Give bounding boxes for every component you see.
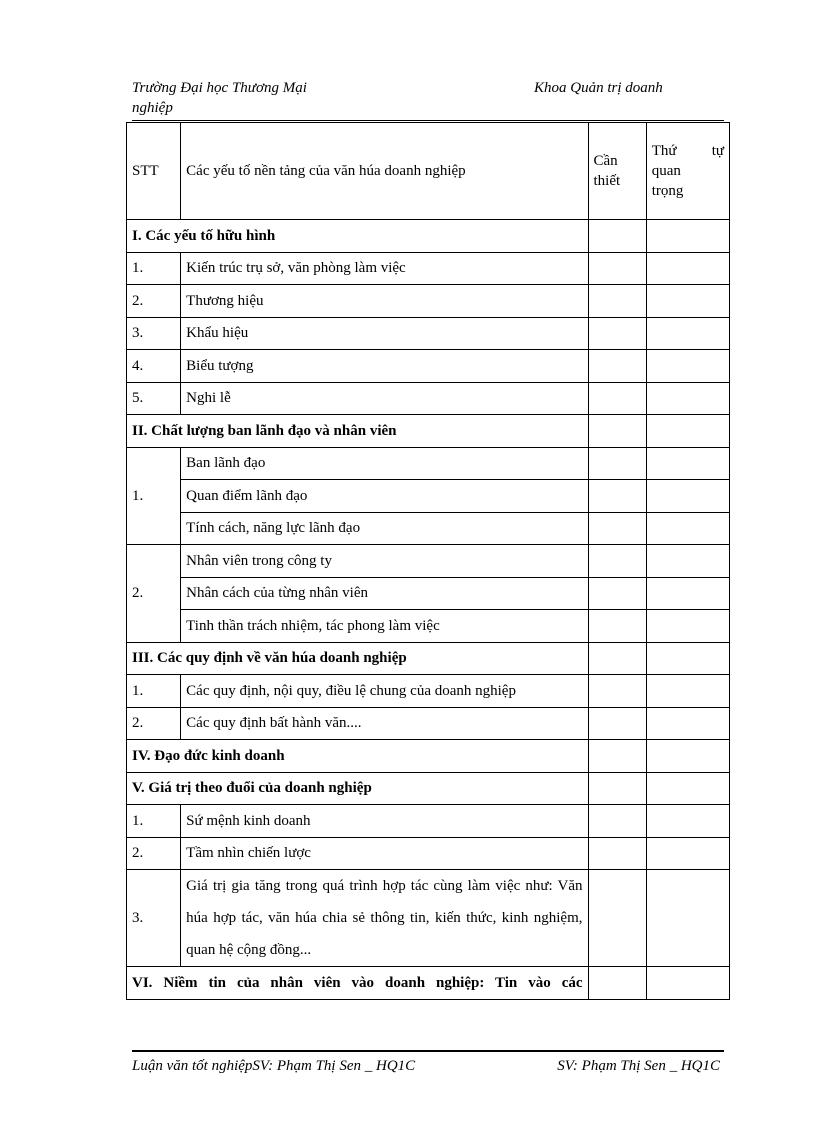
required-cell (588, 382, 646, 415)
row-number: 2. (127, 707, 181, 740)
order-cell (646, 285, 729, 318)
required-cell (588, 285, 646, 318)
row-text: Quan điểm lãnh đạo (181, 480, 588, 513)
required-cell (588, 252, 646, 285)
row-number: 1. (127, 447, 181, 545)
culture-factors-table (126, 122, 730, 1000)
required-cell (588, 350, 646, 383)
row-text: Nghi lễ (181, 382, 588, 415)
row-text: Tính cách, năng lực lãnh đạo (181, 512, 588, 545)
required-cell (588, 577, 646, 610)
order-cell (646, 220, 729, 253)
order-cell (646, 382, 729, 415)
header-faculty-wrap: nghiệp (132, 100, 173, 116)
section-row (127, 415, 730, 448)
required-cell (588, 415, 646, 448)
required-cell (588, 772, 646, 805)
row-number: 2. (127, 285, 181, 318)
row-text: Kiến trúc trụ sở, văn phòng làm việc (181, 252, 588, 285)
row-text: Các quy định, nội quy, điều lệ chung của doanh nghiệp (181, 675, 588, 708)
order-cell (646, 480, 729, 513)
section-title: IV. Đạo đức kinh doanh (127, 740, 589, 773)
row-number: 2. (127, 837, 181, 870)
header-factors: Các yếu tố nền tảng của văn húa doanh nghiệp (181, 123, 588, 220)
required-cell (588, 837, 646, 870)
row-text: Giá trị gia tăng trong quá trình hợp tác cùng làm việc như: Văn húa hợp tác, văn húa chia sẻ thông tin, kiến thức, kinh nghiệm, quan hệ cộng đồng... (181, 870, 588, 967)
row-text: Nhân cách của từng nhân viên (181, 577, 588, 610)
order-cell (646, 610, 729, 643)
section-row (127, 642, 730, 675)
required-cell (588, 317, 646, 350)
header-importance-order (646, 123, 729, 220)
order-cell (646, 512, 729, 545)
header-required-line2: thiết (593, 173, 621, 189)
required-cell (588, 675, 646, 708)
row-number: 1. (127, 675, 181, 708)
required-cell (588, 967, 646, 1000)
header-school-name: Trường Đại học Thương Mại (132, 80, 307, 96)
footer-right: SV: Phạm Thị Sen _ HQ1C (557, 1058, 720, 1074)
table-row (127, 252, 730, 285)
row-number: 1. (127, 252, 181, 285)
order-cell (646, 837, 729, 870)
order-cell (646, 317, 729, 350)
section-row (127, 967, 730, 1000)
order-cell (646, 252, 729, 285)
required-cell (588, 642, 646, 675)
table-row (127, 837, 730, 870)
required-cell (588, 870, 646, 967)
table-row (127, 805, 730, 838)
section-row (127, 220, 730, 253)
required-cell (588, 480, 646, 513)
table-row (127, 610, 730, 643)
row-text: Các quy định bất hành văn.... (181, 707, 588, 740)
table-row (127, 870, 730, 967)
row-text: Tinh thần trách nhiệm, tác phong làm việc (181, 610, 588, 643)
required-cell (588, 805, 646, 838)
header-order-line3: trọng (651, 183, 684, 199)
header-divider (132, 120, 724, 121)
header-required (588, 123, 646, 220)
section-title: V. Giá trị theo đuổi của doanh nghiệp (127, 772, 589, 805)
required-cell (588, 512, 646, 545)
row-text: Ban lãnh đạo (181, 447, 588, 480)
required-cell (588, 740, 646, 773)
order-cell (646, 415, 729, 448)
table-row (127, 480, 730, 513)
table-row (127, 447, 730, 480)
row-text: Thương hiệu (181, 285, 588, 318)
table-header-row (127, 123, 730, 220)
header-order-line2: quan (651, 163, 681, 179)
required-cell (588, 707, 646, 740)
header-faculty: Khoa Quản trị doanh (534, 80, 663, 96)
table-row (127, 317, 730, 350)
order-cell (646, 545, 729, 578)
order-cell (646, 805, 729, 838)
page-footer (132, 1056, 724, 1078)
order-cell (646, 350, 729, 383)
order-cell (646, 707, 729, 740)
order-cell (646, 870, 729, 967)
required-cell (588, 545, 646, 578)
section-row (127, 740, 730, 773)
row-text: Khẩu hiệu (181, 317, 588, 350)
order-cell (646, 447, 729, 480)
row-text: Biểu tượng (181, 350, 588, 383)
required-cell (588, 447, 646, 480)
row-number: 5. (127, 382, 181, 415)
row-number: 4. (127, 350, 181, 383)
order-cell (646, 740, 729, 773)
table-row (127, 350, 730, 383)
row-text: Nhân viên trong công ty (181, 545, 588, 578)
row-number: 1. (127, 805, 181, 838)
required-cell (588, 220, 646, 253)
order-cell (646, 772, 729, 805)
order-cell (646, 577, 729, 610)
row-number: 3. (127, 870, 181, 967)
table-row (127, 285, 730, 318)
table-row (127, 577, 730, 610)
table-row (127, 382, 730, 415)
section-row (127, 772, 730, 805)
order-cell (646, 675, 729, 708)
footer-left: Luận văn tốt nghiệpSV: Phạm Thị Sen _ HQ1C (132, 1058, 416, 1074)
required-cell (588, 610, 646, 643)
row-number: 3. (127, 317, 181, 350)
header-school (132, 78, 362, 118)
section-title: VI. Niềm tin của nhân viên vào doanh nghiệp: Tin vào các (127, 967, 589, 1000)
table-row (127, 707, 730, 740)
section-title: I. Các yếu tố hữu hình (127, 220, 589, 253)
table-row (127, 545, 730, 578)
order-cell (646, 967, 729, 1000)
section-title: III. Các quy định về văn húa doanh nghiệp (127, 642, 589, 675)
order-cell (646, 642, 729, 675)
row-number: 2. (127, 545, 181, 643)
table-row (127, 675, 730, 708)
header-stt: STT (127, 123, 181, 220)
table-row (127, 512, 730, 545)
page-header (132, 78, 724, 122)
footer-divider (132, 1050, 724, 1052)
section-title: II. Chất lượng ban lãnh đạo và nhân viên (127, 415, 589, 448)
row-text: Tầm nhìn chiến lược (181, 837, 588, 870)
header-order-line1: Thứ tự (651, 143, 724, 159)
header-required-line1: Cần (593, 153, 618, 169)
row-text: Sứ mệnh kinh doanh (181, 805, 588, 838)
